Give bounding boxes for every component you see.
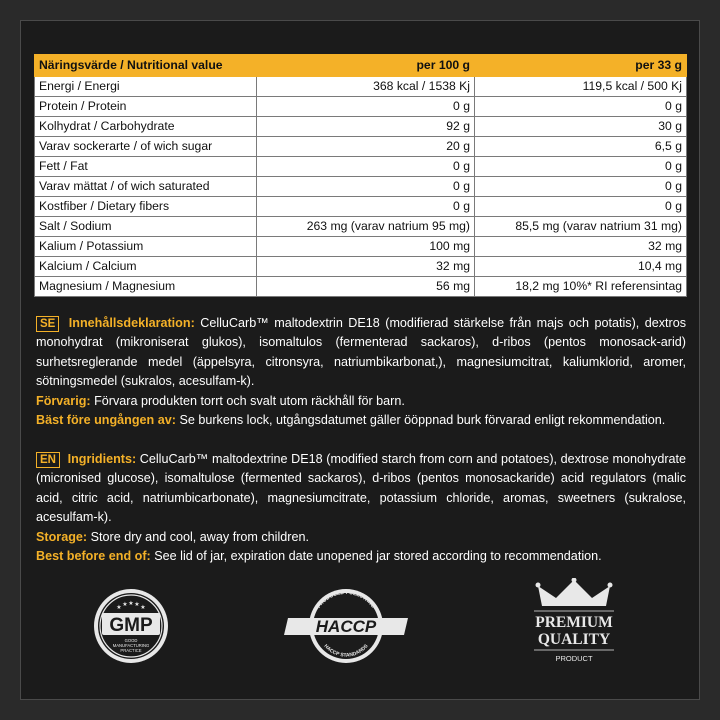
haccp-bottom-text: HACCP STANDARDS <box>322 643 370 659</box>
nutrient-name: Energi / Energi <box>35 77 257 97</box>
value-per-33g: 0 g <box>475 97 687 117</box>
nutrition-row <box>35 237 687 257</box>
svg-text:★: ★ <box>134 602 140 608</box>
value-per-100g: 20 g <box>257 137 475 157</box>
en-ingredients-text: CelluCarb™ maltodextrine DE18 (modified starch from corn and potatoes), dextrose monohydrate (micronised glucose), isomaltulose (fermented sackaros), d-ribos (pentos monosackaride) acid regulators (malic acid, citric acid, natriumbicarbonate), magnesiumcitrate, potassium chloride, aromas, sweetners (sukralose, acesulfam-k). <box>36 452 687 525</box>
nutrition-row <box>35 177 687 197</box>
nutrient-name: Varav mättat / of wich saturated <box>35 177 257 197</box>
premium-text: PREMIUM <box>535 614 613 631</box>
value-per-33g: 6,5 g <box>475 137 687 157</box>
value-per-33g: 10,4 mg <box>475 257 687 277</box>
product-text: PRODUCT <box>555 654 593 663</box>
se-storage-text: Förvara produkten torrt och svalt utom räckhåll för barn. <box>94 393 405 408</box>
quality-text: QUALITY <box>537 631 611 648</box>
gmp-sub-line-2: MANUFACTURING <box>112 643 150 648</box>
en-storage-text: Store dry and cool, away from children. <box>90 529 309 544</box>
header-per-100g: per 100 g <box>257 55 475 77</box>
se-bestbefore-label: Bäst före ungången av: <box>36 413 176 428</box>
value-per-33g: 85,5 mg (varav natrium 31 mg) <box>475 217 687 237</box>
value-per-100g: 92 g <box>257 117 475 137</box>
swedish-section <box>36 314 686 430</box>
nutrient-name: Kolhydrat / Carbohydrate <box>35 117 257 137</box>
value-per-33g: 0 g <box>475 177 687 197</box>
value-per-100g: 0 g <box>257 177 475 197</box>
nutrition-row <box>35 137 687 157</box>
nutrition-row <box>35 117 687 137</box>
nutrition-row <box>35 217 687 237</box>
value-per-100g: 0 g <box>257 157 475 177</box>
en-bestbefore-text: See lid of jar, expiration date unopened jar stored according to recommendation. <box>154 549 602 564</box>
se-bestbefore-text: Se burkens lock, utgångsdatumet gäller ööppnad burk förvarad enligt rekommendation. <box>179 413 666 428</box>
nutrition-row <box>35 97 687 117</box>
value-per-33g: 30 g <box>475 117 687 137</box>
nutrition-row <box>35 77 687 97</box>
nutrition-header-row <box>35 55 687 77</box>
nutrient-name: Kostfiber / Dietary fibers <box>35 197 257 217</box>
value-per-100g: 32 mg <box>257 257 475 277</box>
header-nutritional-value: Näringsvärde / Nutritional value <box>35 55 257 77</box>
se-storage-label: Förvarig: <box>36 393 91 408</box>
value-per-100g: 263 mg (varav natrium 95 mg) <box>257 217 475 237</box>
nutrient-name: Kalcium / Calcium <box>35 257 257 277</box>
gmp-sub-line-3: PRACTICE <box>120 648 142 653</box>
en-language-tag: EN <box>36 452 60 468</box>
gmp-logo <box>92 587 170 665</box>
value-per-100g: 100 mg <box>257 237 475 257</box>
svg-text:★: ★ <box>116 605 122 611</box>
nutrient-name: Protein / Protein <box>35 97 257 117</box>
nutrition-row <box>35 197 687 217</box>
en-ingredients-label: Ingridients: <box>67 452 137 466</box>
crown-icon <box>536 578 613 606</box>
header-per-33g: per 33 g <box>475 55 687 77</box>
nutrient-name: Magnesium / Magnesium <box>35 277 257 297</box>
nutrient-name: Fett / Fat <box>35 157 257 177</box>
value-per-33g: 32 mg <box>475 237 687 257</box>
nutrition-table <box>34 54 687 297</box>
nutrition-row <box>35 257 687 277</box>
se-language-tag: SE <box>36 316 59 332</box>
english-section <box>36 450 686 566</box>
haccp-top-text: PRODUCED FOLLOWING <box>316 589 376 610</box>
gmp-sub-line-1: GOOD <box>124 638 138 643</box>
nutrition-row <box>35 277 687 297</box>
value-per-33g: 18,2 mg 10%* RI referensintag <box>475 277 687 297</box>
value-per-100g: 0 g <box>257 97 475 117</box>
value-per-100g: 56 mg <box>257 277 475 297</box>
value-per-33g: 0 g <box>475 197 687 217</box>
gmp-logo-text: GMP <box>109 615 153 636</box>
value-per-100g: 0 g <box>257 197 475 217</box>
nutrient-name: Salt / Sodium <box>35 217 257 237</box>
premium-quality-logo <box>528 578 620 668</box>
se-ingredients-label: Innehållsdeklaration: <box>68 316 195 330</box>
value-per-100g: 368 kcal / 1538 Kj <box>257 77 475 97</box>
haccp-logo <box>280 587 412 665</box>
nutrition-row <box>35 157 687 177</box>
svg-text:★: ★ <box>128 601 134 607</box>
value-per-33g: 119,5 kcal / 500 Kj <box>475 77 687 97</box>
se-ingredients-text: CelluCarb™ maltodextrin DE18 (modifierad stärkelse från majs och potatis), dextros monohydrat (mikroniserat glukos), isomaltulos (fermenterad sackaros), d-ribos (pentos monosack-arid) surhetsreglerande medel (äppelsyra, citronsyra, natriumbikarbonat,), magnesiumcitrat, kaliumklorid, aromer, sötningsmedel (sukralos, acesulfam-k). <box>36 316 687 389</box>
en-storage-label: Storage: <box>36 529 88 544</box>
haccp-logo-text: HACCP <box>315 617 377 636</box>
nutrient-name: Varav sockerarte / of wich sugar <box>35 137 257 157</box>
en-bestbefore-label: Best before end of: <box>36 549 151 564</box>
svg-text:★: ★ <box>140 605 146 611</box>
nutrient-name: Kalium / Potassium <box>35 237 257 257</box>
svg-text:★: ★ <box>122 602 128 608</box>
value-per-33g: 0 g <box>475 157 687 177</box>
